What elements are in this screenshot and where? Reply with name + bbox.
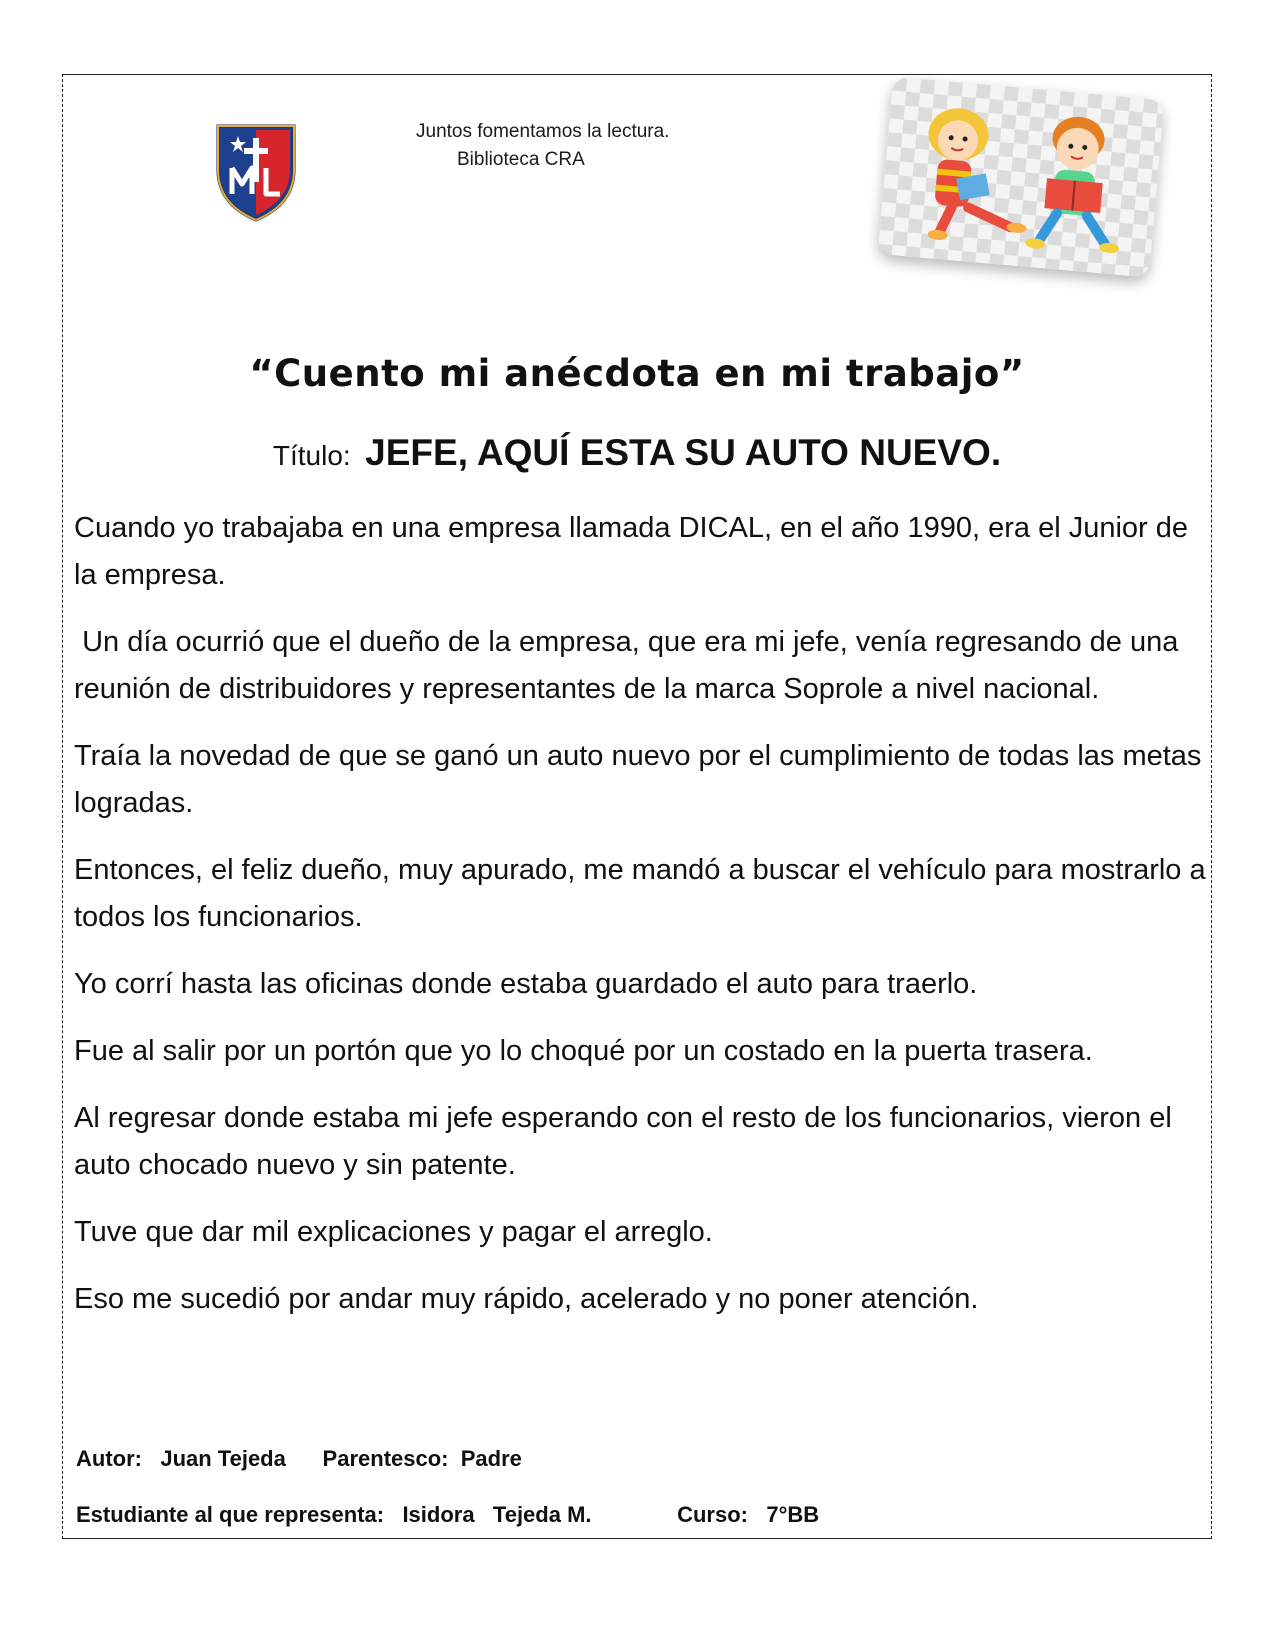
paragraph: Eso me sucedió por andar muy rápido, acelerado y no poner atención. [74, 1283, 979, 1315]
author-value: Juan Tejeda [160, 1446, 286, 1471]
relation-label: Parentesco: [322, 1446, 449, 1471]
header-slogan: Juntos fomentamos la lectura. [416, 121, 670, 142]
header-library: Biblioteca CRA [457, 149, 585, 170]
course-value: 7°BB [766, 1502, 820, 1527]
school-crest-icon [214, 118, 298, 222]
paragraph: Fue al salir por un portón que yo lo choqué por un costado en la puerta trasera. [74, 1035, 1093, 1067]
paragraph: Cuando yo trabajaba en una empresa llamada DICAL, en el año 1990, era el Junior de la empresa. [74, 512, 1189, 591]
student-label: Estudiante al que representa: [76, 1502, 385, 1527]
student-line [76, 1502, 819, 1528]
paragraph: Entonces, el feliz dueño, muy apurado, me mandó a buscar el vehículo para mostrarlo a todos los funcionarios. [74, 854, 1206, 933]
children-reading-illustration [878, 76, 1164, 277]
paragraph: Un día ocurrió que el dueño de la empresa, que era mi jefe, venía regresando de una reunión de distribuidores y representantes de la marca Soprole a nivel nacional. [74, 626, 1187, 705]
author-line [76, 1446, 522, 1472]
author-label: Autor: [76, 1446, 142, 1471]
title-label: Título: [272, 440, 351, 471]
relation-value: Padre [460, 1446, 522, 1471]
children-reading-icon [878, 76, 1164, 277]
story-title [62, 432, 1212, 474]
story-body [74, 505, 1209, 1343]
paragraph: Tuve que dar mil explicaciones y pagar el arreglo. [74, 1216, 713, 1248]
student-value: Isidora Tejeda M. [402, 1502, 592, 1527]
story-heading: “Cuento mi anécdota en mi trabajo” [249, 352, 1025, 395]
course-label: Curso: [677, 1502, 748, 1527]
title-value: JEFE, AQUÍ ESTA SU AUTO NUEVO. [365, 432, 1002, 473]
paragraph: Traía la novedad de que se ganó un auto nuevo por el cumplimiento de todas las metas logradas. [74, 740, 1202, 819]
header-text [380, 118, 740, 174]
paragraph: Yo corrí hasta las oficinas donde estaba guardado el auto para traerlo. [74, 968, 978, 1000]
paragraph: Al regresar donde estaba mi jefe esperando con el resto de los funcionarios, vieron el auto chocado nuevo y sin patente. [74, 1102, 1172, 1181]
